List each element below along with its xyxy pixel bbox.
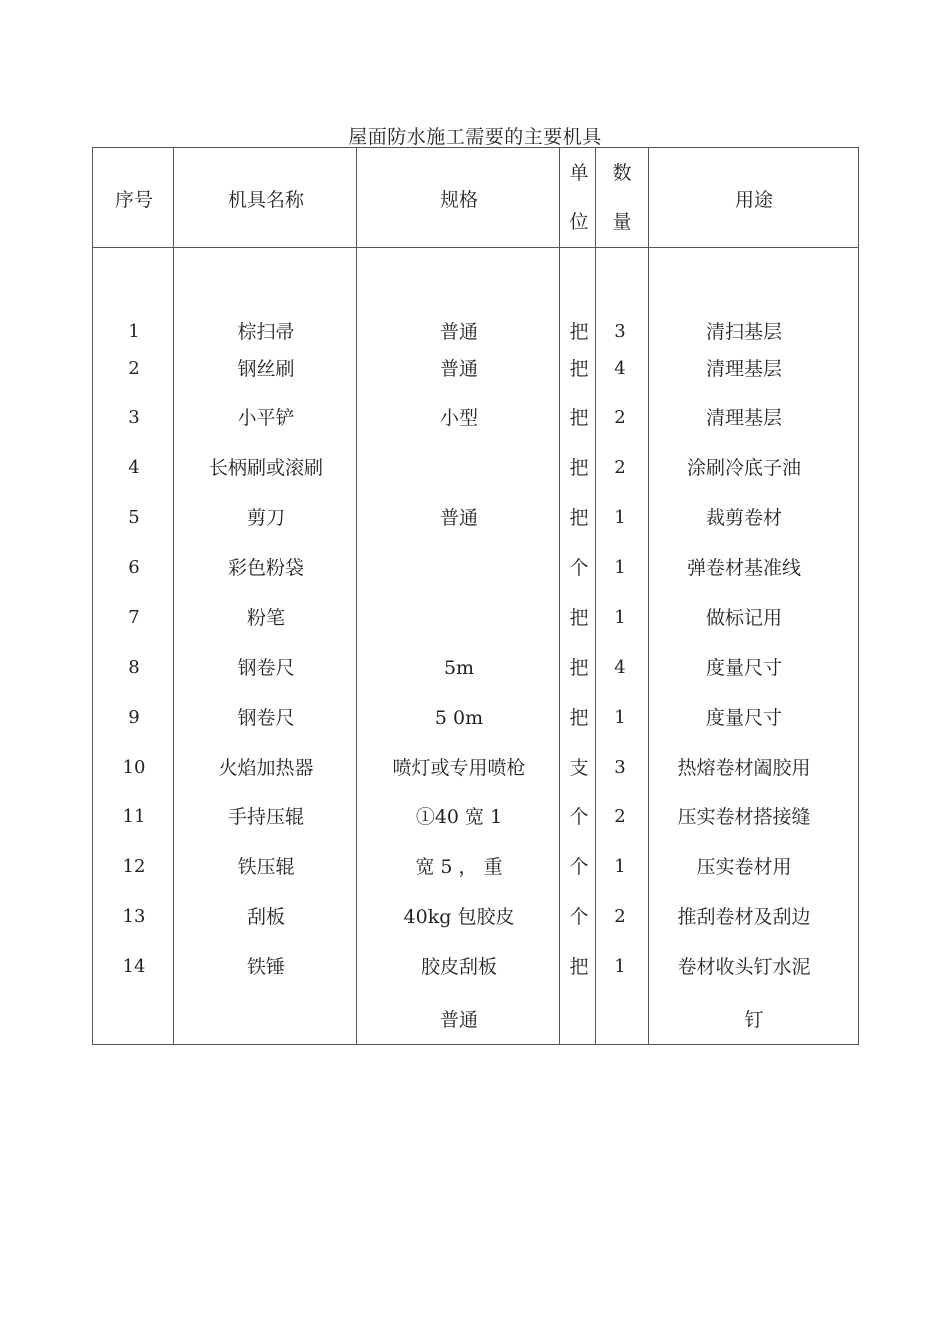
cell-unit: 把 <box>569 657 589 679</box>
cell-use: 度量尺寸 <box>705 657 783 679</box>
cell-name: 铁锤 <box>246 956 286 978</box>
cell-name: 小平铲 <box>237 407 295 429</box>
cell-spec: 宽 5 ， 重 <box>415 856 503 878</box>
cell-unit: 个 <box>569 557 589 579</box>
cell-name: 钢卷尺 <box>237 657 295 679</box>
cell-seq: 11 <box>122 806 146 827</box>
cell-unit: 把 <box>569 956 589 978</box>
cell-qty: 2 <box>614 457 626 478</box>
cell-use: 度量尺寸 <box>705 707 783 729</box>
cell-unit: 把 <box>569 607 589 629</box>
cell-seq: 1 <box>128 321 140 342</box>
cell-qty: 1 <box>614 557 626 578</box>
cell-seq: 10 <box>122 757 146 778</box>
cell-spec: 普通 <box>439 507 479 529</box>
cell-seq: 12 <box>122 856 146 877</box>
column-divider <box>173 148 174 1044</box>
cell-name: 火焰加热器 <box>218 757 314 779</box>
cell-use: 裁剪卷材 <box>705 507 783 529</box>
cell-name: 刮板 <box>246 906 286 928</box>
header-spec: 规格 <box>439 189 479 211</box>
cell-name: 手持压辊 <box>227 806 305 828</box>
cell-name: 长柄刷或滚刷 <box>208 457 324 479</box>
cell-spec: 喷灯或专用喷枪 <box>392 757 526 779</box>
cell-unit: 个 <box>569 906 589 928</box>
cell-spec: 5m <box>443 657 475 679</box>
cell-qty: 3 <box>614 321 626 342</box>
cell-use: 卷材收头钉水泥 <box>677 956 811 978</box>
cell-seq: 3 <box>128 407 140 428</box>
cell-name: 棕扫帚 <box>237 321 295 343</box>
cell-use: 热熔卷材阖胶用 <box>677 757 811 779</box>
use-continuation: 钉 <box>744 1009 764 1031</box>
cell-qty: 3 <box>614 757 626 778</box>
cell-unit: 把 <box>569 407 589 429</box>
cell-use: 清理基层 <box>705 358 783 380</box>
column-divider <box>595 148 596 1044</box>
cell-name: 钢卷尺 <box>237 707 295 729</box>
cell-spec: 普通 <box>439 358 479 380</box>
cell-qty: 2 <box>614 407 626 428</box>
cell-spec: 普通 <box>439 321 479 343</box>
header-use: 用途 <box>734 189 774 211</box>
cell-use: 弹卷材基准线 <box>686 557 802 579</box>
cell-name: 剪刀 <box>246 507 286 529</box>
cell-spec: ①40 宽 1 <box>415 806 503 828</box>
header-qty-2: 量 <box>612 211 632 233</box>
cell-qty: 1 <box>614 507 626 528</box>
cell-name: 彩色粉袋 <box>227 557 305 579</box>
cell-seq: 6 <box>128 557 140 578</box>
header-unit-2: 位 <box>569 211 589 233</box>
cell-use: 清理基层 <box>705 407 783 429</box>
cell-seq: 2 <box>128 358 140 379</box>
cell-use: 做标记用 <box>705 607 783 629</box>
header-seq: 序号 <box>114 189 154 211</box>
page-title: 屋面防水施工需要的主要机具 <box>348 126 602 148</box>
cell-seq: 4 <box>128 457 140 478</box>
header-unit-1: 单 <box>569 162 589 184</box>
cell-qty: 4 <box>614 358 626 379</box>
cell-name: 铁压辊 <box>237 856 295 878</box>
header-name: 机具名称 <box>227 189 305 211</box>
cell-seq: 13 <box>122 906 146 927</box>
cell-use: 涂刷冷底子油 <box>686 457 802 479</box>
cell-spec: 40kg 包胶皮 <box>403 906 515 928</box>
cell-qty: 1 <box>614 607 626 628</box>
cell-unit: 把 <box>569 707 589 729</box>
cell-seq: 7 <box>128 607 140 628</box>
column-divider <box>559 148 560 1044</box>
cell-unit: 把 <box>569 358 589 380</box>
header-qty-1: 数 <box>612 162 632 184</box>
cell-unit: 个 <box>569 856 589 878</box>
cell-use: 推刮卷材及刮边 <box>677 906 811 928</box>
column-divider <box>648 148 649 1044</box>
cell-qty: 1 <box>614 707 626 728</box>
cell-seq: 14 <box>122 956 146 977</box>
tools-table <box>92 147 859 1045</box>
cell-unit: 把 <box>569 457 589 479</box>
cell-qty: 1 <box>614 956 626 977</box>
cell-unit: 支 <box>569 757 589 779</box>
cell-qty: 2 <box>614 806 626 827</box>
cell-use: 压实卷材用 <box>696 856 792 878</box>
cell-spec: 胶皮刮板 <box>420 956 498 978</box>
cell-seq: 9 <box>128 707 140 728</box>
cell-seq: 8 <box>128 657 140 678</box>
cell-seq: 5 <box>128 507 140 528</box>
cell-spec: 5 0m <box>434 707 484 729</box>
cell-qty: 4 <box>614 657 626 678</box>
cell-unit: 个 <box>569 806 589 828</box>
cell-name: 钢丝刷 <box>237 358 295 380</box>
cell-qty: 2 <box>614 906 626 927</box>
cell-spec: 小型 <box>439 407 479 429</box>
cell-use: 清扫基层 <box>705 321 783 343</box>
cell-use: 压实卷材搭接缝 <box>677 806 811 828</box>
cell-unit: 把 <box>569 507 589 529</box>
spec-continuation: 普通 <box>439 1009 479 1031</box>
column-divider <box>356 148 357 1044</box>
header-divider <box>93 247 858 248</box>
cell-unit: 把 <box>569 321 589 343</box>
cell-qty: 1 <box>614 856 626 877</box>
cell-name: 粉笔 <box>246 607 286 629</box>
